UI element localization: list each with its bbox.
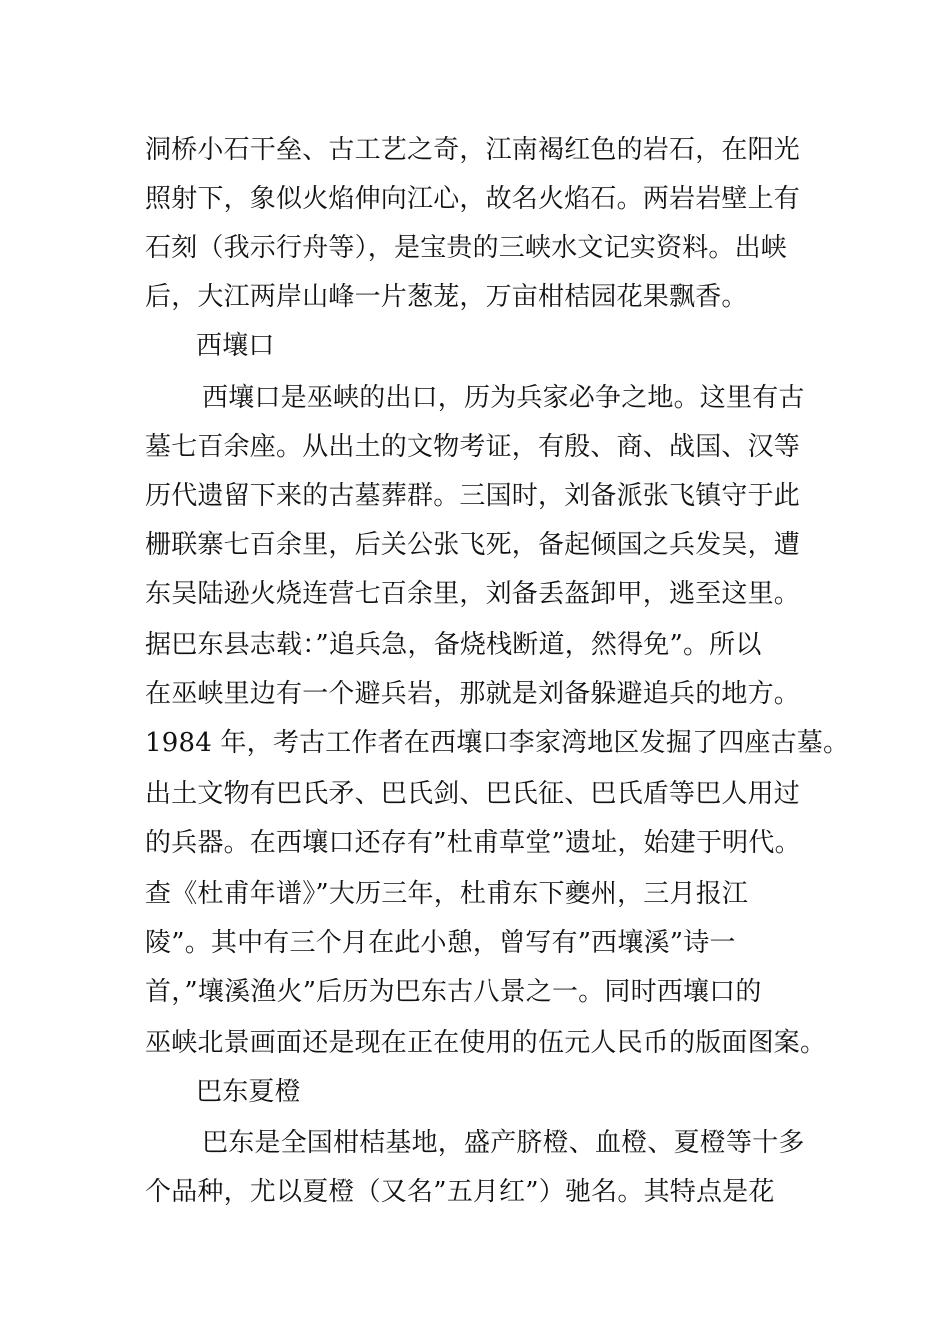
text-line: 照射下，象似火焰伸向江心，故名火焰石。两岩岩壁上有 [145,184,801,214]
text-line: 洞桥小石干垒、古工艺之奇，江南褐红色的岩石，在阳光 [145,135,801,165]
section-heading: 巴东夏橙 [196,1077,301,1107]
section-heading: 西壤口 [196,331,275,361]
text-line: 出土文物有巴氏矛、巴氏剑、巴氏征、巴氏盾等巴人用过 [145,779,801,809]
text-line: 首，”壤溪渔火”后历为巴东古八景之一。同时西壤口的 [145,977,762,1007]
text-line: 查《杜甫年谱》”大历三年，杜甫东下夔州，三月报江 [145,879,749,909]
text-line: 1984 年，考古工作者在西壤口李家湾地区发掘了四座古墓。 [145,728,850,758]
text-line: 的兵器。在西壤口还存有”杜甫草堂”遗址，始建于明代。 [145,828,801,858]
text-line: 石刻（我示行舟等），是宝贵的三峡水文记实资料。出峡 [145,233,788,263]
text-line: 东吴陆逊火烧连营七百余里，刘备丢盔卸甲，逃至这里。 [145,579,801,609]
text-line: 据巴东县志载：”追兵急，备烧栈断道，然得免”。所以 [145,630,762,660]
text-line: 西壤口是巫峡的出口，历为兵家必争之地。这里有古 [202,383,805,413]
text-line: 墓七百余座。从出土的文物考证，有殷、商、战国、汉等 [145,432,801,462]
text-line: 在巫峡里边有一个避兵岩，那就是刘备躲避追兵的地方。 [145,679,801,709]
text-line: 巫峡北景画面还是现在正在使用的伍元人民币的版面图案。 [145,1028,827,1058]
text-line: 栅联寨七百余里，后关公张飞死，备起倾国之兵发吴，遭 [145,530,801,560]
text-line: 个品种，尤以夏橙（又名”五月红”）驰名。其特点是花 [145,1177,775,1207]
text-line: 历代遗留下来的古墓葬群。三国时，刘备派张飞镇守于此 [145,481,801,511]
text-line: 陵”。其中有三个月在此小憩，曾写有”西壤溪”诗一 [145,928,736,958]
text-line: 巴东是全国柑桔基地，盛产脐橙、血橙、夏橙等十多 [202,1128,805,1158]
text-line: 后，大江两岸山峰一片葱茏，万亩柑桔园花果飘香。 [145,282,748,312]
